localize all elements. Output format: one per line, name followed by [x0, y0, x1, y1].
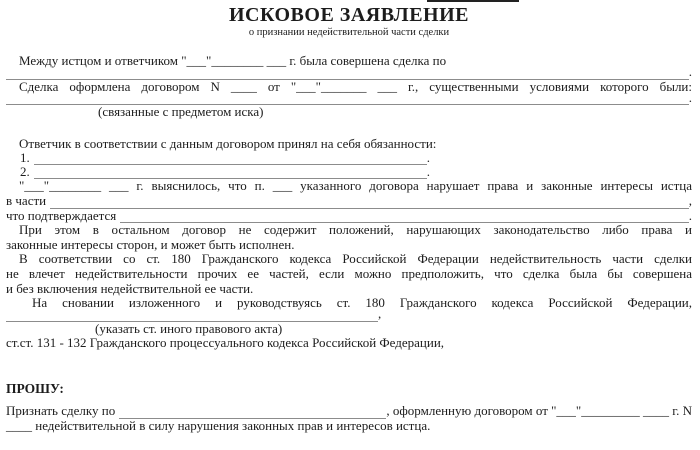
blank-line-deal [6, 64, 692, 80]
line-end-punct: , [378, 306, 382, 322]
paragraph-civil-code-line-3: и без включения недействительной ее части. [6, 280, 254, 296]
request-line-1 [6, 404, 692, 419]
fill-in-line [50, 208, 689, 209]
doc-subtitle: о признании недействительной части сделки [248, 27, 450, 38]
paragraph-obligations: Ответчик в соответствии с данным договором принял на себя обязанности: [19, 135, 437, 151]
item-number: 2. [20, 163, 30, 179]
cropped-text-artifact [427, 0, 519, 2]
paragraph-deal-intro: Между истцом и ответчиком "___"________ ___ г. была совершена сделка по [19, 53, 447, 68]
line-end-punct: . [688, 64, 692, 79]
paragraph-basis: На сновании изложенного и руководствуясь ст. 180 Гражданского кодекса Российской Федерации, [32, 295, 692, 311]
line-end-punct: . [688, 207, 692, 223]
paragraph-civil-code-line-1: В соответствии со ст. 180 Гражданского кодекса Российской Федерации недействительность части сделки [19, 251, 692, 267]
doc-title: ИСКОВОЕ ЗАЯВЛЕНИЕ [228, 4, 469, 26]
paragraph-civil-code-line-2: не влечет недействительности прочих ее частей, если можно предположить, что сделка была бы совершена [6, 265, 692, 281]
paragraph-contract-terms: Сделка оформлена договором N ____ от "___"_______ ___ г., существенными условиями которого были: [19, 78, 692, 94]
request-line-1-tail: , оформленную договором от "___"_________ ____ г. N [386, 402, 692, 418]
line-end-punct: . [426, 163, 430, 179]
request-line-2: ____ недействительной в силу нарушения законных прав и интересов истца. [6, 417, 431, 433]
line-end-punct: , [688, 192, 692, 208]
caption-subject-of-claim: (связанные с предметом иска) [98, 104, 264, 120]
row-in-part [6, 194, 692, 209]
fill-in-line [34, 164, 427, 165]
paragraph-rest-line-1: При этом в остальном договор не содержит положений, нарушающих законодательство либо права и [19, 222, 692, 238]
obligation-item-2 [20, 165, 692, 179]
paragraph-rest-line-2: законные интересы сторон, и может быть исполнен. [6, 236, 295, 252]
line-end-punct: . [426, 149, 430, 165]
obligation-item-1 [20, 151, 692, 165]
item-number: 1. [20, 149, 30, 165]
line-end-punct: . [688, 89, 692, 105]
paragraph-procedural-codes: ст.ст. 131 - 132 Гражданского процессуального кодекса Российской Федерации, [6, 335, 445, 351]
caption-legal-act: (указать ст. иного правового акта) [95, 320, 283, 336]
confirmed-by-label: что подтверждается [6, 207, 117, 223]
row-confirmed-by [6, 209, 692, 224]
request-heading: ПРОШУ: [6, 380, 64, 396]
request-label: Признать сделку по [6, 402, 116, 418]
in-part-label: в части [6, 192, 47, 208]
paragraph-discovered: "___"________ ___ г. выяснилось, что п. ___ указанного договора нарушает права и законные интересы истца [19, 178, 692, 194]
